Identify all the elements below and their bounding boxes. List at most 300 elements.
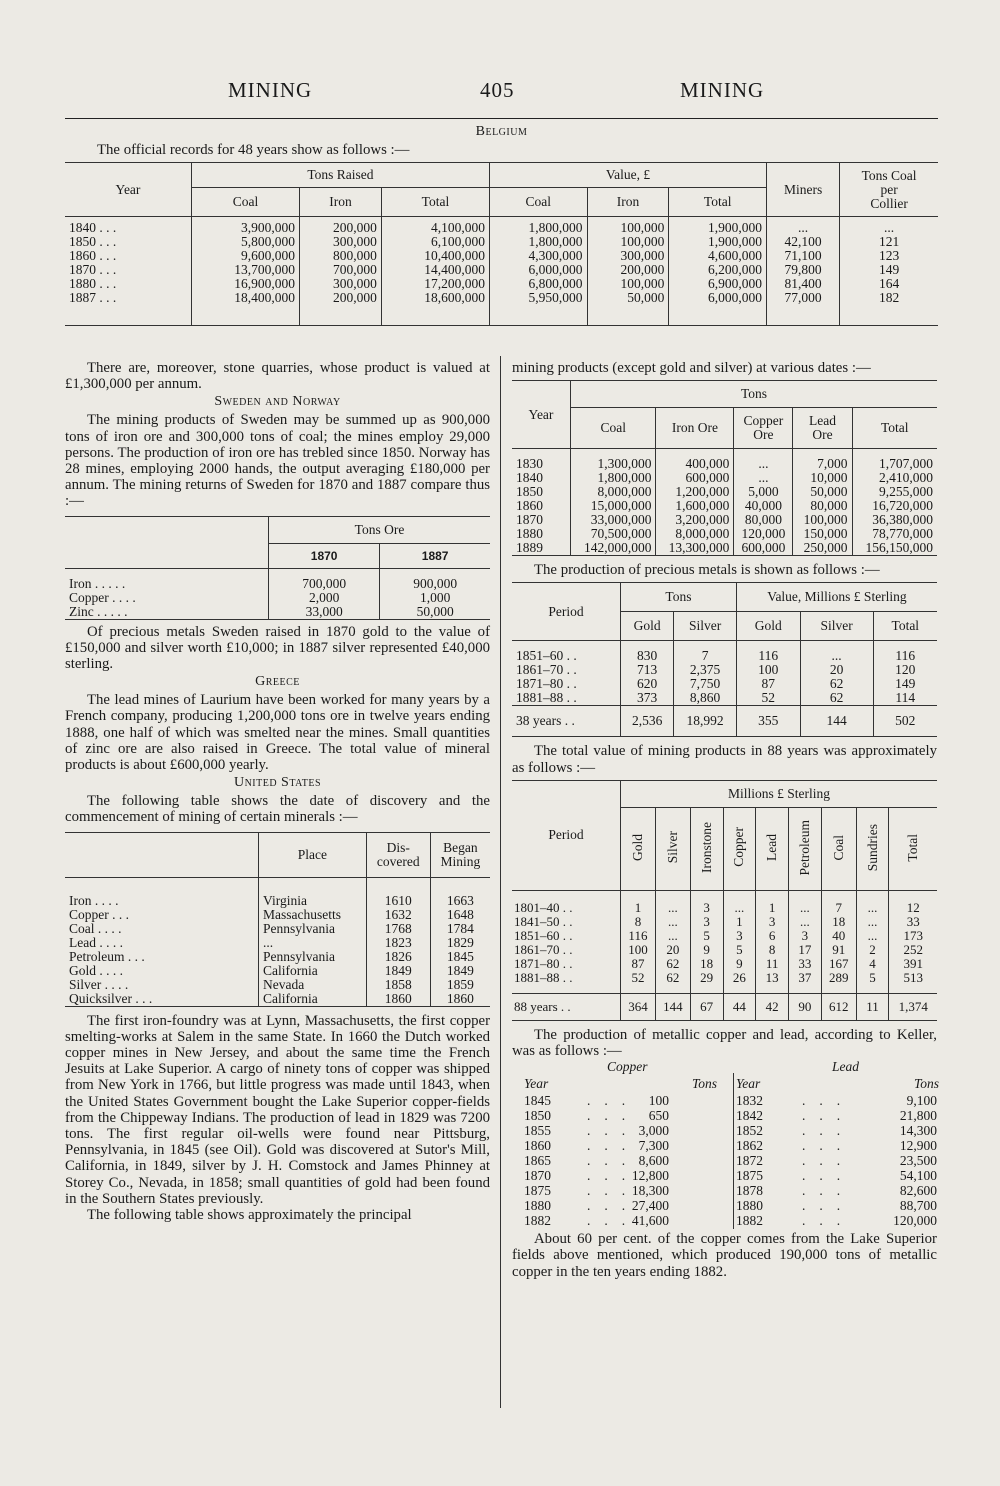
table-cell: 250,000 xyxy=(793,541,852,556)
leader-dots: ... xyxy=(802,1198,855,1214)
t2-col-value-silver: Silver xyxy=(800,612,873,641)
belgium-section xyxy=(65,122,938,326)
table-cell: 15,000,000 xyxy=(571,499,656,513)
sum-cell: 355 xyxy=(736,706,800,737)
col-tons-raised: Tons Raised xyxy=(192,163,490,188)
table-cell: 4,100,000 xyxy=(381,217,489,236)
col-value-iron: Iron xyxy=(587,188,669,217)
table-cell: 1871–80 . . xyxy=(516,676,577,692)
t3-col-millions: Millions £ Sterling xyxy=(621,780,938,807)
table-cell: 3 xyxy=(723,929,756,943)
table-cell: 100,000 xyxy=(587,277,669,291)
table-cell: 121 xyxy=(840,235,938,249)
keller-cell: 650 xyxy=(648,1108,669,1124)
table-cell: 33,000 xyxy=(269,605,380,620)
table-cell: Virginia xyxy=(259,877,367,908)
table-cell: 33 xyxy=(789,957,822,971)
table-cell: 16,900,000 xyxy=(192,277,300,291)
table-cell: ... xyxy=(856,915,889,929)
sweden-col-1870: 1870 xyxy=(269,543,380,568)
col-tons-coal-l1: Tons Coal xyxy=(861,167,917,183)
table-cell: 62 xyxy=(655,971,690,994)
table-cell: 2,410,000 xyxy=(852,471,937,485)
list-item xyxy=(512,1138,937,1153)
us-col-began-l1: Began xyxy=(443,839,478,855)
keller-year-lead: Year xyxy=(736,1076,761,1092)
table-cell: 700,000 xyxy=(269,568,380,591)
t3-col-label: Silver xyxy=(664,831,680,864)
keller-cell: 1870 xyxy=(524,1168,551,1184)
keller-tons-copper: Tons xyxy=(692,1076,718,1092)
table-cell: 1850 xyxy=(516,484,543,500)
leader-dots: ... xyxy=(802,1153,855,1169)
keller-cell: 1878 xyxy=(736,1183,763,1199)
table-cell: 1768 xyxy=(366,922,430,936)
table-cell: 1829 xyxy=(430,936,490,950)
t1-col-total: Total xyxy=(852,408,937,449)
table-cell: 9 xyxy=(723,957,756,971)
table-cell: 1860 xyxy=(366,992,430,1007)
leader-dots: ... xyxy=(802,1138,855,1154)
precious-metals-paragraph: The production of precious metals is shown as follows :— xyxy=(534,562,880,579)
table-cell: 600,000 xyxy=(734,541,793,556)
keller-cell: 27,400 xyxy=(631,1198,669,1214)
table-cell: 1870 . . . xyxy=(69,262,117,278)
table-row xyxy=(65,568,490,591)
table-cell: 7,750 xyxy=(674,677,737,691)
table-row xyxy=(512,663,937,677)
table-row xyxy=(65,605,490,620)
table-cell: 40,000 xyxy=(734,499,793,513)
table-cell: 40 xyxy=(821,929,856,943)
t3-col-sundries xyxy=(856,807,889,890)
table-cell: 1861–70 . . xyxy=(514,941,573,957)
table-cell: 4 xyxy=(856,957,889,971)
sum-cell: 144 xyxy=(655,993,690,1020)
list-item xyxy=(512,1198,937,1213)
table-cell: 156,150,000 xyxy=(852,541,937,556)
keller-cell: 100 xyxy=(648,1093,669,1109)
col-value-total: Total xyxy=(669,188,767,217)
table-cell: 6,100,000 xyxy=(381,235,489,249)
table-cell: 1841–50 . . xyxy=(514,913,573,929)
table-cell: 87 xyxy=(621,957,656,971)
table-cell: 14,400,000 xyxy=(381,263,489,277)
belgium-intro: The official records for 48 years show as follows :— xyxy=(97,142,410,158)
table-cell: 1648 xyxy=(430,908,490,922)
table-row xyxy=(512,890,937,915)
table-cell: 700,000 xyxy=(300,263,382,277)
list-item xyxy=(512,1108,937,1123)
table-cell: 5,950,000 xyxy=(489,291,587,326)
table-cell: Pennsylvania xyxy=(259,950,367,964)
t3-col-label: Petroleum xyxy=(796,819,812,876)
table-cell: 142,000,000 xyxy=(571,541,656,556)
table-row xyxy=(512,929,937,943)
sweden-heading: Sweden and Norway xyxy=(214,394,341,410)
t1-col-lead-l1: Lead xyxy=(809,413,836,429)
t3-col-petroleum xyxy=(789,807,822,890)
table-row xyxy=(65,591,490,605)
us-paragraph: The following table shows the date of discovery and the commencement of mining of certain minerals :— xyxy=(65,793,490,826)
keller-cell: 1860 xyxy=(524,1138,551,1154)
table-cell: 400,000 xyxy=(656,449,734,472)
table-cell: 1,900,000 xyxy=(669,217,767,236)
left-column xyxy=(65,360,490,1223)
table-cell: 79,800 xyxy=(767,263,840,277)
table-cell: 17,200,000 xyxy=(381,277,489,291)
table-cell: ... xyxy=(723,890,756,915)
keller-cell: 82,600 xyxy=(899,1183,937,1199)
leader-dots: ... xyxy=(802,1183,855,1199)
table-row xyxy=(512,957,937,971)
table-cell: 6,200,000 xyxy=(669,263,767,277)
keller-cell: 12,800 xyxy=(631,1168,669,1184)
keller-cell: 41,600 xyxy=(631,1213,669,1229)
keller-cell: 1862 xyxy=(736,1138,763,1154)
sweden-col-blank xyxy=(65,516,269,568)
table-cell: 3,900,000 xyxy=(192,217,300,236)
table-cell: 5 xyxy=(856,971,889,994)
table-cell: 1663 xyxy=(430,877,490,908)
t3-col-gold xyxy=(621,807,656,890)
leader-dots: ... xyxy=(587,1168,640,1184)
table-cell: 116 xyxy=(736,641,800,664)
leader-dots: ... xyxy=(587,1183,640,1199)
keller-cell: 1882 xyxy=(736,1213,763,1229)
table-cell: 70,500,000 xyxy=(571,527,656,541)
list-item xyxy=(512,1183,937,1198)
col-iron: Iron xyxy=(300,188,382,217)
table-cell: 1880 . . . xyxy=(69,276,117,292)
table-cell: 200,000 xyxy=(300,291,382,326)
sum-cell: 2,536 xyxy=(621,706,674,737)
table-cell: ... xyxy=(856,929,889,943)
table-cell: 6,000,000 xyxy=(489,263,587,277)
keller-lead-heading: Lead xyxy=(832,1059,859,1075)
table-row xyxy=(512,971,937,994)
table-cell: 116 xyxy=(873,641,937,664)
table-cell: Petroleum . . . xyxy=(69,948,145,964)
table-row xyxy=(65,277,938,291)
table-cell: Zinc . . . . . xyxy=(69,603,128,619)
table-cell: California xyxy=(259,992,367,1007)
table-cell: ... xyxy=(789,890,822,915)
keller-tons-lead: Tons xyxy=(914,1076,940,1092)
table-row xyxy=(65,950,490,964)
table-cell: 1849 xyxy=(366,964,430,978)
keller-cell: 120,000 xyxy=(893,1213,937,1229)
table-cell: 1861–70 . . xyxy=(516,662,577,678)
table-cell: 373 xyxy=(621,691,674,706)
table-cell: ... xyxy=(259,936,367,950)
table-row xyxy=(65,291,938,326)
us-col-began-l2: Mining xyxy=(440,853,481,869)
table-cell: ... xyxy=(734,471,793,485)
col-value-coal: Coal xyxy=(489,188,587,217)
t3-col-label: Copper xyxy=(731,827,747,868)
table-cell: ... xyxy=(840,217,938,236)
table-row xyxy=(512,471,937,485)
keller-cell: 88,700 xyxy=(899,1198,937,1214)
table-cell: 123 xyxy=(840,249,938,263)
table-cell: 16,720,000 xyxy=(852,499,937,513)
t2-col-gold: Gold xyxy=(621,612,674,641)
table-cell: Lead . . . . xyxy=(69,934,123,950)
table-cell: Gold . . . . xyxy=(69,962,123,978)
t3-col-label: Gold xyxy=(629,833,645,861)
keller-cell: 1875 xyxy=(524,1183,551,1199)
keller-cell: 3,000 xyxy=(638,1123,669,1139)
table-cell: 114 xyxy=(873,691,937,706)
table-cell: Pennsylvania xyxy=(259,922,367,936)
mining-products-table xyxy=(512,380,937,556)
table-cell: 18 xyxy=(821,915,856,929)
table-cell: 713 xyxy=(621,663,674,677)
table-cell: California xyxy=(259,964,367,978)
sweden-col-1887: 1887 xyxy=(380,543,490,568)
table-cell: 1849 xyxy=(430,964,490,978)
keller-cell: 1875 xyxy=(736,1168,763,1184)
table-cell: 12 xyxy=(889,890,937,915)
table-cell: 173 xyxy=(889,929,937,943)
table-cell: 1,800,000 xyxy=(489,217,587,236)
table-cell: Quicksilver . . . xyxy=(69,990,153,1006)
t3-col-silver xyxy=(655,807,690,890)
sum-cell: 18,992 xyxy=(674,706,737,737)
sum-cell: 88 years . . xyxy=(512,993,621,1020)
table-cell: 1870 xyxy=(516,512,543,528)
table-cell: 3 xyxy=(756,915,789,929)
table-cell: 20 xyxy=(655,943,690,957)
table-cell: 87 xyxy=(736,677,800,691)
table-cell: 149 xyxy=(840,263,938,277)
table-cell: 120 xyxy=(873,663,937,677)
table-cell: 1880 xyxy=(516,526,543,542)
table-cell: 1871–80 . . xyxy=(514,955,573,971)
table-cell: 167 xyxy=(821,957,856,971)
table-cell: 7,000 xyxy=(793,449,852,472)
leader-dots: ... xyxy=(587,1093,640,1109)
us-col-discovered-l1: Dis- xyxy=(386,839,410,855)
page-number: 405 xyxy=(480,78,515,102)
table-cell: 5,000 xyxy=(734,485,793,499)
table-cell: 100,000 xyxy=(587,217,669,236)
table-cell: 8,000,000 xyxy=(656,527,734,541)
table-cell: 1,800,000 xyxy=(489,235,587,249)
keller-year-copper: Year xyxy=(524,1076,549,1092)
table-cell: 100,000 xyxy=(587,235,669,249)
keller-table xyxy=(512,1059,940,1231)
table-cell: ... xyxy=(655,915,690,929)
keller-cell: 54,100 xyxy=(899,1168,937,1184)
leader-dots: ... xyxy=(587,1138,640,1154)
table-row xyxy=(65,922,490,936)
table-cell: 830 xyxy=(621,641,674,664)
leader-dots: ... xyxy=(802,1123,855,1139)
us-col-place: Place xyxy=(259,832,367,877)
table-cell: 13,700,000 xyxy=(192,263,300,277)
table-cell: 300,000 xyxy=(587,249,669,263)
greece-heading: Greece xyxy=(255,674,300,690)
table-cell: 13,300,000 xyxy=(656,541,734,556)
table-cell: 200,000 xyxy=(300,217,382,236)
t2-col-tons: Tons xyxy=(621,583,737,612)
table-row xyxy=(65,964,490,978)
us-col-discovered-l2: covered xyxy=(376,853,420,869)
table-cell: 300,000 xyxy=(300,235,382,249)
table-cell: ... xyxy=(800,641,873,664)
table-cell: 91 xyxy=(821,943,856,957)
list-item xyxy=(512,1093,937,1108)
col-total: Total xyxy=(381,188,489,217)
table-cell: 10,400,000 xyxy=(381,249,489,263)
table-cell: 1 xyxy=(621,890,656,915)
us-col-mineral xyxy=(65,832,259,877)
table-row xyxy=(512,641,937,664)
table-cell: 900,000 xyxy=(380,568,490,591)
table-cell: 42,100 xyxy=(767,235,840,249)
table-cell: 50,000 xyxy=(793,485,852,499)
table-row xyxy=(512,449,937,472)
list-item xyxy=(512,1153,937,1168)
sum-cell: 502 xyxy=(873,706,937,737)
leader-dots: ... xyxy=(587,1123,640,1139)
table-cell: 1 xyxy=(723,915,756,929)
t3-col-ironstone xyxy=(690,807,723,890)
keller-cell: 1850 xyxy=(524,1108,551,1124)
table-cell: 1610 xyxy=(366,877,430,908)
t2-col-value-total: Total xyxy=(873,612,937,641)
col-year: Year xyxy=(65,163,192,217)
keller-cell: 7,300 xyxy=(638,1138,669,1154)
table-cell: 600,000 xyxy=(656,471,734,485)
quarries-paragraph: There are, moreover, stone quarries, whose product is valued at £1,300,000 per annum. xyxy=(65,360,490,393)
table-cell: 1,900,000 xyxy=(669,235,767,249)
table-cell: 10,000 xyxy=(793,471,852,485)
table-row xyxy=(65,217,938,236)
table-cell: 7 xyxy=(674,641,737,664)
table-row xyxy=(65,936,490,950)
table-cell: 1850 . . . xyxy=(69,234,117,250)
table-cell: 52 xyxy=(621,971,656,994)
t3-col-label: Total xyxy=(905,833,921,862)
leader-dots: ... xyxy=(802,1108,855,1124)
table-cell: 2 xyxy=(856,943,889,957)
table-cell: 52 xyxy=(736,691,800,706)
table-cell: 36,380,000 xyxy=(852,513,937,527)
table-cell: Iron . . . . xyxy=(69,892,119,908)
table-cell: 1784 xyxy=(430,922,490,936)
list-item xyxy=(512,1213,937,1228)
table-cell: 13 xyxy=(756,971,789,994)
table-cell: 1830 xyxy=(516,456,543,472)
table-cell: 1632 xyxy=(366,908,430,922)
table-cell: 1851–60 . . xyxy=(516,648,577,664)
table-cell: 77,000 xyxy=(767,291,840,326)
table-cell: Copper . . . xyxy=(69,906,129,922)
keller-copper-heading: Copper xyxy=(607,1059,648,1075)
table-cell: 1,300,000 xyxy=(571,449,656,472)
leader-dots: ... xyxy=(802,1213,855,1229)
iron-foundry-paragraph xyxy=(65,1013,490,1207)
column-divider xyxy=(500,356,501,1408)
table-cell: 26 xyxy=(723,971,756,994)
table-row xyxy=(512,677,937,691)
keller-cell: 21,800 xyxy=(899,1108,937,1124)
table-cell: 80,000 xyxy=(793,499,852,513)
list-item xyxy=(512,1168,937,1183)
sum-cell: 67 xyxy=(690,993,723,1020)
keller-cell: 18,300 xyxy=(631,1183,669,1199)
table-cell: ... xyxy=(856,890,889,915)
table-cell: 3 xyxy=(789,929,822,943)
t3-col-copper xyxy=(723,807,756,890)
keller-cell: 1880 xyxy=(524,1198,551,1214)
total-value-paragraph: The total value of mining products in 88 years was approximately as follows :— xyxy=(512,743,937,776)
col-tons-coal xyxy=(840,163,938,217)
t1-col-copper-l1: Copper xyxy=(743,413,784,429)
table-row xyxy=(65,235,938,249)
t1-col-year: Year xyxy=(512,381,571,449)
table-cell: Massachusetts xyxy=(259,908,367,922)
sum-cell: 90 xyxy=(789,993,822,1020)
table-cell: 100 xyxy=(736,663,800,677)
sum-row xyxy=(512,993,937,1020)
table-cell: 3 xyxy=(690,915,723,929)
table-cell: 1860 xyxy=(430,992,490,1007)
table-cell: 50,000 xyxy=(587,291,669,326)
t3-col-label: Coal xyxy=(830,834,846,861)
table-row xyxy=(512,943,937,957)
table-cell: 1881–88 . . xyxy=(514,969,573,985)
table-cell: Copper . . . . xyxy=(69,589,136,605)
table-row xyxy=(512,541,937,556)
table-cell: 50,000 xyxy=(380,605,490,620)
keller-cell: 1880 xyxy=(736,1198,763,1214)
keller-cell: 1865 xyxy=(524,1153,551,1169)
table-cell: 1887 . . . xyxy=(69,290,117,306)
table-cell: 1826 xyxy=(366,950,430,964)
sum-cell: 144 xyxy=(800,706,873,737)
table-cell: 182 xyxy=(840,291,938,326)
table-cell: 1860 xyxy=(516,498,543,514)
header-rule xyxy=(65,118,938,119)
table-cell: 3 xyxy=(690,890,723,915)
table-cell: 20 xyxy=(800,663,873,677)
sweden-paragraph: The mining products of Sweden may be summed up as 900,000 tons of iron ore and 300,000 tons of coal; the mines employ 29,000 persons. The production of iron ore has trebled since 1850. Norway has 28 mines, employing 2000 hands, the output averaging £180,000 per annum. The mining returns of Sweden for 1870 and 1887 compare thus :— xyxy=(65,412,490,510)
sum-cell: 364 xyxy=(621,993,656,1020)
table-cell: 116 xyxy=(621,929,656,943)
t1-col-copper-l2: Ore xyxy=(753,427,774,443)
col-value: Value, £ xyxy=(489,163,766,188)
keller-cell: 1882 xyxy=(524,1213,551,1229)
table-cell: 4,300,000 xyxy=(489,249,587,263)
table-cell: Iron . . . . . xyxy=(69,575,126,591)
table-cell: 62 xyxy=(800,677,873,691)
table-cell: 6,000,000 xyxy=(669,291,767,326)
keller-cell: 12,900 xyxy=(899,1138,937,1154)
sweden-col-tons-ore: Tons Ore xyxy=(269,516,491,543)
sum-cell: 42 xyxy=(756,993,789,1020)
us-table xyxy=(65,832,490,1007)
table-cell: 33 xyxy=(889,915,937,929)
t1-col-tons: Tons xyxy=(571,381,938,408)
t3-col-coal xyxy=(821,807,856,890)
keller-cell: 1855 xyxy=(524,1123,551,1139)
table-cell: 18 xyxy=(690,957,723,971)
table-row xyxy=(65,908,490,922)
